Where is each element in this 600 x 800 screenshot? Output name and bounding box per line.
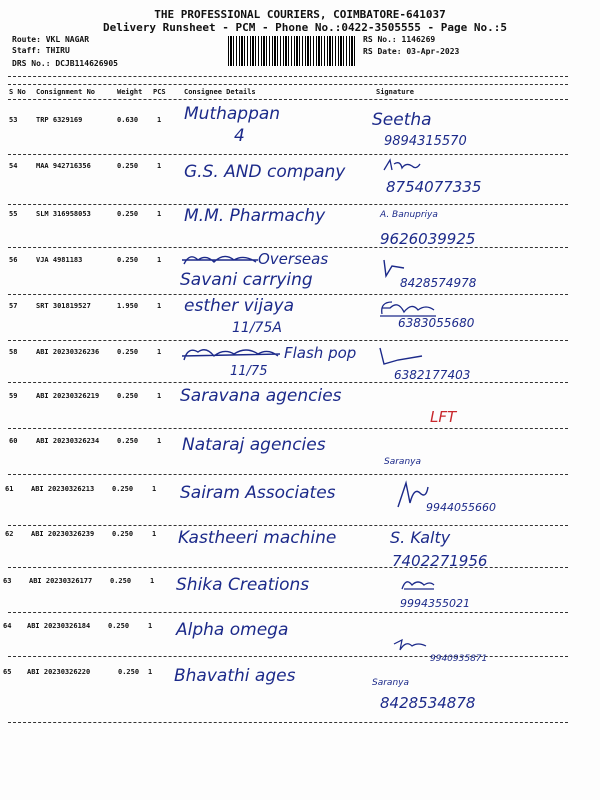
pcs: 1 [157,210,162,218]
weight: 0.250 [117,437,139,445]
phone: 9626039925 [380,230,476,248]
divider [8,340,568,341]
pcs: 1 [157,162,162,170]
sno: 56 [9,256,18,264]
divider [8,84,568,85]
pcs: 1 [157,437,162,445]
pcs: 1 [157,348,162,356]
delivery-note: LFT [430,408,457,426]
strikethrough-scribble [180,344,282,366]
weight: 1.950 [117,302,139,310]
consignee-extra: 11/75A [232,320,282,336]
pcs: 1 [157,392,162,400]
consignee-name: Saravana agencies [180,386,342,406]
weight: 0.250 [110,577,132,585]
sno: 64 [3,622,12,630]
signature: A. Banupriya [380,210,438,220]
pcs: 1 [157,256,162,264]
consignee-name: Alpha omega [176,620,289,640]
sno: 65 [3,668,12,676]
signature: S. Kalty [390,528,451,547]
consignee-extra: Savani carrying [180,270,313,290]
consignment-no: ABI 20230326239 [31,530,95,538]
divider [8,722,568,723]
consignee-name: Nataraj agencies [182,435,326,455]
consignee-name: Kastheeri machine [178,528,337,548]
pcs: 1 [152,530,157,538]
sno: 61 [5,485,14,493]
consignee-extra: 4 [234,126,245,146]
divider [8,382,568,383]
route-label: Route: VKL NAGAR [12,35,90,44]
signature-scribble [378,346,426,368]
consignment-no: TRP 6329169 [36,116,83,124]
consignee-name: Flash pop [284,344,357,362]
consignee-name: esther vijaya [184,296,295,316]
phone: 9894315570 [384,134,467,149]
consignment-no: ABI 20230326213 [31,485,95,493]
weight: 0.250 [118,668,140,676]
pcs: 1 [157,302,162,310]
consignee-name: Overseas [258,250,329,268]
pcs: 1 [152,485,157,493]
divider [8,154,568,155]
sno: 60 [9,437,18,445]
sno: 57 [9,302,18,310]
consignment-no: ABI 20230326219 [36,392,100,400]
weight: 0.250 [117,210,139,218]
sno: 58 [9,348,18,356]
col-pcs: PCS [153,88,166,96]
consignment-no: ABI 20230326177 [29,577,93,585]
signature: Saranya [372,678,409,688]
sno: 63 [3,577,12,585]
phone: 8428534878 [380,694,476,712]
signature-scribble [392,636,428,652]
consignment-no: MAA 942716356 [36,162,91,170]
consignment-no: SRT 301819527 [36,302,91,310]
divider [8,247,568,248]
sno: 53 [9,116,18,124]
signature: Seetha [372,110,432,130]
rs-number: RS No.: 1146269 [363,35,436,44]
phone: 9940935871 [430,654,488,664]
consignee-extra: 11/75 [230,364,268,379]
signature-scribble [382,158,422,174]
phone: 7402271956 [392,552,488,570]
sno: 59 [9,392,18,400]
signature: Saranya [384,457,421,467]
col-weight: Weight [117,88,143,96]
phone: 6382177403 [394,368,471,382]
weight: 0.630 [117,116,139,124]
consignee-name: Muthappan [184,104,281,124]
consignee-name: G.S. AND company [184,162,346,182]
strikethrough-scribble [180,250,260,272]
col-consignment-no: Consignment No [36,88,96,96]
pcs: 1 [157,116,162,124]
pcs: 1 [148,668,153,676]
consignment-no: SLM 316958053 [36,210,91,218]
sno: 55 [9,210,18,218]
pcs: 1 [150,577,155,585]
drs-number: DRS No.: DCJB114626905 [12,59,118,68]
col-consignee-details: Consignee Details [184,88,256,96]
runsheet-subtitle: Delivery Runsheet - PCM - Phone No.:0422-3505555 - Page No.:5 [103,21,507,34]
consignee-name: Shika Creations [176,575,310,595]
barcode [228,36,356,66]
signature-scribble [382,258,408,278]
weight: 0.250 [112,530,134,538]
sno: 54 [9,162,18,170]
col-sno: S No [9,88,26,96]
phone: 9994355021 [400,597,470,610]
divider [8,294,568,295]
company-title: THE PROFESSIONAL COURIERS, COIMBATORE-641037 [154,8,446,21]
weight: 0.250 [117,256,139,264]
phone: 6383055680 [398,316,475,330]
consignment-no: VJA 4981183 [36,256,83,264]
rs-date: RS Date: 03-Apr-2023 [363,47,460,56]
phone: 8754077335 [386,178,482,196]
weight: 0.250 [117,348,139,356]
phone: 8428574978 [400,276,477,290]
col-signature: Signature [376,88,414,96]
consignee-name: Bhavathi ages [174,666,296,686]
divider [8,204,568,205]
weight: 0.250 [108,622,130,630]
weight: 0.250 [112,485,134,493]
consignment-no: ABI 20230326236 [36,348,100,356]
divider [8,474,568,475]
consignment-no: ABI 20230326184 [27,622,91,630]
consignee-name: M.M. Pharmachy [184,206,326,226]
pcs: 1 [148,622,153,630]
consignment-no: ABI 20230326234 [36,437,100,445]
staff-label: Staff: THIRU [12,46,70,55]
weight: 0.250 [117,392,139,400]
weight: 0.250 [117,162,139,170]
divider [8,99,568,100]
divider [8,428,568,429]
sno: 62 [5,530,14,538]
signature-scribble [400,575,436,593]
divider [8,76,568,77]
phone: 9944055660 [426,501,496,514]
divider [8,525,568,526]
divider [8,612,568,613]
consignee-name: Sairam Associates [180,483,336,503]
consignment-no: ABI 20230326220 [27,668,91,676]
